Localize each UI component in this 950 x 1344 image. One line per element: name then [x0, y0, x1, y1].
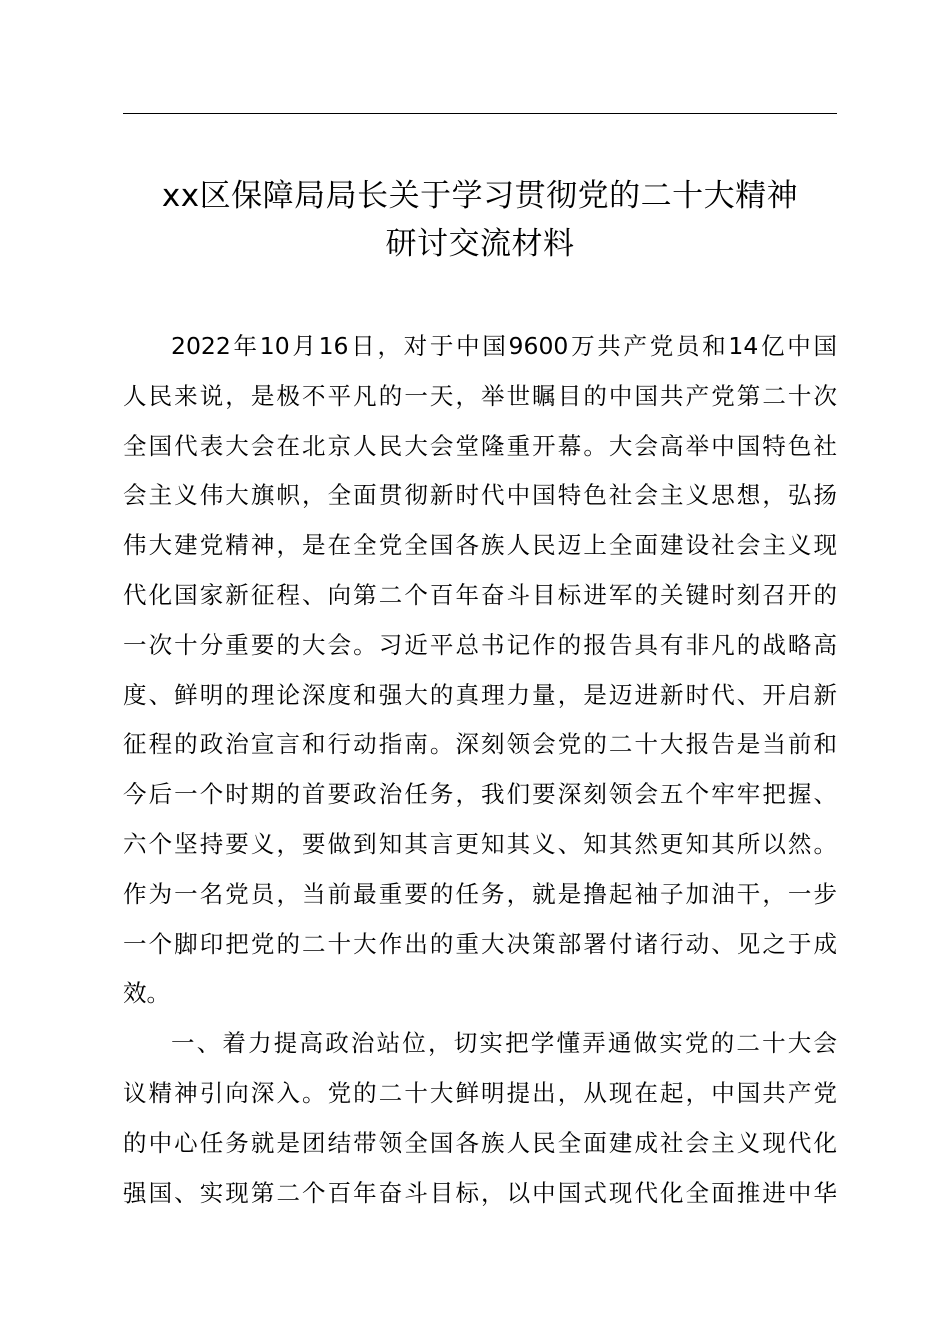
body-line: 全国代表大会在北京人民大会堂隆重开幕。大会高举中国特色社 — [123, 431, 837, 460]
header-rule — [123, 113, 837, 114]
body-line: 作为一名党员，当前最重要的任务，就是撸起袖子加油干，一步 — [123, 879, 837, 908]
document-title — [110, 172, 850, 268]
body-line: 强国、实现第二个百年奋斗目标，以中国式现代化全面推进中华 — [123, 1178, 837, 1207]
body-line: 的中心任务就是团结带领全国各族人民全面建成社会主义现代化 — [123, 1128, 837, 1157]
body-line: 伟大建党精神，是在全党全国各族人民迈上全面建设社会主义现 — [123, 531, 837, 560]
body-line: 六个坚持要义，要做到知其言更知其义、知其然更知其所以然。 — [123, 829, 837, 858]
body-line: 度、鲜明的理论深度和强大的真理力量，是迈进新时代、开启新 — [123, 680, 837, 709]
body-line: 代化国家新征程、向第二个百年奋斗目标进军的关键时刻召开的 — [123, 580, 837, 609]
body-line: 一个脚印把党的二十大作出的重大决策部署付诸行动、见之于成 — [123, 929, 837, 958]
body-line: 会主义伟大旗帜，全面贯彻新时代中国特色社会主义思想，弘扬 — [123, 481, 837, 510]
body-line: 征程的政治宣言和行动指南。深刻领会党的二十大报告是当前和 — [123, 730, 837, 759]
body-line: 今后一个时期的首要政治任务，我们要深刻领会五个牢牢把握、 — [123, 780, 837, 809]
title-line-1: xx区保障局局长关于学习贯彻党的二十大精神 — [161, 178, 799, 214]
document-body — [123, 322, 837, 1218]
body-line: 效。 — [123, 979, 170, 1008]
body-line: 人民来说，是极不平凡的一天，举世瞩目的中国共产党第二十次 — [123, 381, 837, 410]
body-line: 2022年10月16日，对于中国9600万共产党员和14亿中国 — [171, 332, 837, 360]
body-line: 一次十分重要的大会。习近平总书记作的报告具有非凡的战略高 — [123, 630, 837, 659]
body-line: 议精神引向深入。党的二十大鲜明提出，从现在起，中国共产党 — [123, 1078, 837, 1107]
body-line: 一、着力提高政治站位，切实把学懂弄通做实党的二十大会 — [171, 1029, 837, 1058]
title-line-2: 研讨交流材料 — [385, 226, 575, 262]
